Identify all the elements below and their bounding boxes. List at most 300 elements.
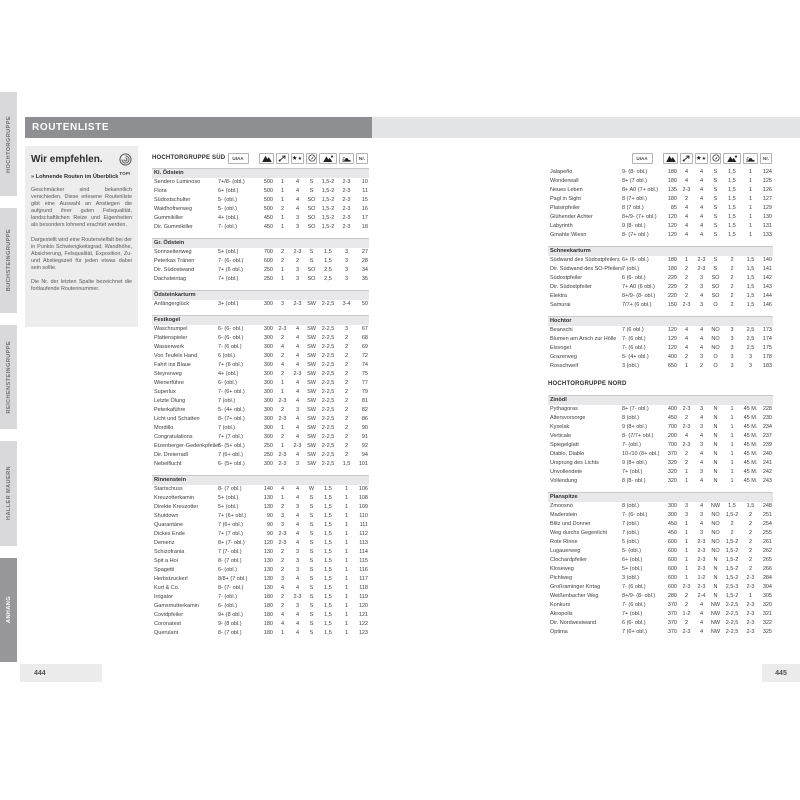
wall-height-cell: 300 — [263, 407, 273, 413]
route-row — [152, 361, 369, 370]
quality-cell: 4 — [295, 630, 300, 636]
route-row — [548, 468, 773, 477]
route-name-cell: Sonnseitenweg — [154, 249, 192, 255]
exposition-cell: S — [713, 187, 718, 193]
protection-cell: 2 — [280, 594, 285, 600]
quality-cell: 2-3 — [293, 249, 302, 255]
uiaa-grade-cell: 7 (6 obl.) — [622, 327, 644, 333]
quality-cell: 4 — [295, 495, 300, 501]
uiaa-grade-cell: 9 (8+ obl.) — [622, 424, 647, 430]
route-row — [548, 628, 773, 637]
exposition-cell: N — [713, 415, 718, 421]
route-row — [152, 370, 369, 379]
descent-time-cell: 45 M. — [743, 460, 758, 466]
approach-time-cell: 1,5 — [324, 486, 332, 492]
route-name-cell: Quarantäne — [154, 522, 184, 528]
exposition-cell: SO — [307, 215, 316, 221]
wall-height-cell: 300 — [263, 335, 273, 341]
exposition-cell: SW — [307, 326, 316, 332]
wall-height-cell: 90 — [266, 522, 273, 528]
wall-height-cell: 600 — [667, 539, 677, 545]
route-row — [152, 257, 369, 266]
route-row — [152, 611, 369, 620]
approach-time-cell: 2-2,5 — [321, 380, 335, 386]
uiaa-grade-cell: 7- (6 obl.) — [622, 345, 646, 351]
exposition-cell: S — [309, 576, 314, 582]
protection-cell: 2 — [280, 249, 285, 255]
route-number-cell: 266 — [762, 566, 772, 572]
approach-time-cell: 2-2,5 — [321, 461, 335, 467]
uiaa-grade-cell: 9 (8+ obl.) — [622, 460, 647, 466]
section-header-bar: Hochtor — [548, 316, 773, 326]
protection-cell: 2-3 — [278, 461, 287, 467]
descent-time-cell: 1 — [344, 585, 349, 591]
wall-height-cell: 180 — [263, 594, 273, 600]
route-number-cell: 183 — [762, 363, 772, 369]
route-name-cell: Nebelflucht — [154, 461, 182, 467]
wall-height-cell: 370 — [667, 620, 677, 626]
uiaa-grade-cell: 8+/9- (8- obl.) — [622, 293, 656, 299]
route-row — [152, 397, 369, 406]
approach-time-cell: 1,5-2 — [321, 197, 335, 203]
protection-cell: 2-3 — [278, 326, 287, 332]
route-row — [152, 379, 369, 388]
route-number-cell: 129 — [762, 205, 772, 211]
approach-time-cell: 1,5-2 — [725, 575, 739, 581]
route-number-cell: 239 — [762, 442, 772, 448]
route-name-cell: Kloseweg — [550, 566, 574, 572]
route-row — [548, 353, 773, 362]
section-header-bar: Ödsteinkarturm — [152, 290, 369, 300]
protection-cell: 2 — [684, 460, 689, 466]
route-number-cell: 240 — [762, 451, 772, 457]
protection-cell: 2 — [684, 593, 689, 599]
section-header-bar: Planspitze — [548, 492, 773, 502]
exposition-cell: NO — [711, 539, 720, 545]
route-number-cell: 119 — [359, 594, 368, 600]
route-row — [548, 547, 773, 556]
uiaa-grade-cell: 8- (7/7+ obl.) — [622, 433, 654, 439]
wall-height-cell: 130 — [263, 558, 273, 564]
descent-time-cell: 2,5 — [746, 345, 755, 351]
protection-cell: 4 — [684, 205, 689, 211]
legend-label-nr.: Nr. — [760, 153, 772, 164]
approach-time-cell: 1,5-2 — [725, 512, 739, 518]
wall-height-cell: 300 — [263, 461, 273, 467]
quality-cell: 4 — [295, 389, 300, 395]
wall-height-cell: 500 — [263, 179, 273, 185]
route-number-cell: 124 — [762, 169, 772, 175]
route-number-cell: 126 — [762, 187, 772, 193]
wall-height-cell: 370 — [667, 629, 677, 635]
uiaa-grade-cell: 5+ (obl.) — [218, 249, 239, 255]
quality-cell: 4 — [699, 223, 704, 229]
quality-cell: 2 — [295, 258, 300, 264]
section-header-bar: Gr. Ödstein — [152, 238, 369, 248]
approach-time-cell: 2-2,5 — [725, 620, 739, 626]
exposition-cell: SO — [307, 197, 316, 203]
approach-time-cell: 1,5 — [324, 594, 332, 600]
protection-cell: 2-3 — [278, 531, 287, 537]
uiaa-grade-cell: 7+ (6+ obl.) — [218, 513, 247, 519]
quality-cell: 1-2 — [697, 575, 706, 581]
route-number-cell: 108 — [358, 495, 368, 501]
approach-time-cell: 1,5 — [324, 621, 332, 627]
descent-time-cell: 45 M. — [743, 406, 758, 412]
route-name-cell: Eisvogel — [550, 345, 571, 351]
route-row — [152, 214, 369, 223]
descent-time-cell: 2 — [344, 434, 349, 440]
section-header-bar: Zinödl — [548, 395, 773, 405]
uiaa-grade-cell: 6- (obl.) — [218, 567, 237, 573]
routenliste-header-bar — [25, 117, 372, 138]
uiaa-grade-cell: 6- (obl.) — [218, 380, 237, 386]
protection-cell: 4 — [684, 345, 689, 351]
descent-time-cell: 45 M. — [743, 442, 758, 448]
protection-cell: 2 — [280, 407, 285, 413]
route-name-cell: Blumen am Arsch zur Hölle — [550, 336, 617, 342]
route-name-cell: Fahrt ins Blaue — [154, 362, 191, 368]
exposition-cell: S — [713, 169, 718, 175]
protection-cell: 1 — [280, 224, 285, 230]
uiaa-grade-cell: 7 (7- obl.) — [218, 549, 242, 555]
wall-height-cell: 600 — [667, 566, 677, 572]
descent-time-cell: 3 — [748, 354, 753, 360]
exposition-cell: S — [309, 188, 314, 194]
quality-cell: 2-3 — [293, 443, 302, 449]
uiaa-grade-cell: 5 (obl.) — [622, 539, 640, 545]
route-number-cell: 109 — [358, 504, 368, 510]
exposition-cell: NO — [711, 521, 720, 527]
quality-cell: 4 — [699, 178, 704, 184]
route-row — [152, 300, 369, 309]
route-name-cell: Flora — [154, 188, 167, 194]
wall-height-cell: 280 — [667, 593, 677, 599]
route-number-cell: 91 — [361, 434, 368, 440]
wall-height-cell: 120 — [667, 223, 677, 229]
protection-cell: 1 — [280, 179, 285, 185]
route-row — [152, 512, 369, 521]
route-name-cell: Gamsmutterkamin — [154, 603, 199, 609]
protection-cell: 1 — [280, 630, 285, 636]
wall-height-cell: 90 — [266, 531, 273, 537]
uiaa-grade-cell: 5+ (obl.) — [218, 504, 239, 510]
route-number-cell: 141 — [762, 266, 772, 272]
table-section — [152, 475, 369, 638]
wall-height-cell: 300 — [263, 380, 273, 386]
route-name-cell: Beanschi — [550, 327, 573, 333]
legend-cell — [622, 153, 662, 164]
protection-cell: 2 — [280, 434, 285, 440]
uiaa-grade-cell: 8 (obl.) — [622, 503, 640, 509]
uiaa-grade-cell: 3 (obl.) — [622, 363, 640, 369]
route-number-cell: 242 — [762, 469, 772, 475]
sidebar-tab-label: HALLER MAUERN — [5, 466, 12, 521]
route-row — [548, 274, 773, 283]
descent-time-cell: 3 — [344, 276, 349, 282]
wall-height-cell: 90 — [266, 513, 273, 519]
route-name-cell: Ursprung des Lichts — [550, 460, 599, 466]
uiaa-grade-cell: 5- (4+ obl.) — [218, 407, 245, 413]
panel-paragraph: Dargestellt wird eine Routenvielfalt bei der in Punkto Schwierigkeitsgrad, Wandhöhe, Absicherung, Felsqualität, Exposition, Zu- und Abstiegszeit für jeden etwas dabei sein sollte. — [31, 236, 132, 271]
uiaa-grade-cell: 6- (5+ obl.) — [218, 443, 245, 449]
approach-time-cell: 2 — [730, 284, 734, 290]
descent-time-cell: 2 — [748, 512, 753, 518]
approach-time-cell: 2-2,5 — [321, 371, 335, 377]
route-number-cell: 133 — [762, 232, 772, 238]
route-row — [548, 231, 773, 240]
route-number-cell: 68 — [361, 335, 368, 341]
approach-time-cell: 1,5 — [324, 522, 332, 528]
route-number-cell: 17 — [361, 215, 368, 221]
wall-height-cell: 500 — [263, 206, 273, 212]
descent-time-cell: 2 — [748, 548, 753, 554]
route-number-cell: 230 — [762, 415, 772, 421]
legend-cell — [338, 153, 355, 164]
exposition-cell: S — [309, 249, 314, 255]
route-row — [548, 538, 773, 547]
route-name-cell: Covidpfeiler — [154, 612, 184, 618]
quality-cell: 4 — [295, 353, 300, 359]
approach-time-cell: 1,5-2 — [725, 548, 739, 554]
route-row — [548, 610, 773, 619]
uiaa-grade-cell: 6- (6- obl.) — [218, 335, 244, 341]
route-name-cell: Herbstzuckerl — [154, 576, 188, 582]
panel-subtitle: » Lohnende Routen im Überblick — [31, 174, 119, 180]
protection-cell: 4 — [280, 621, 285, 627]
approach-time-cell: 1,5-2 — [321, 206, 335, 212]
wall-height-cell: 130 — [263, 549, 273, 555]
exposition-cell: S — [309, 531, 314, 537]
descent-time-cell: 2 — [344, 407, 349, 413]
route-number-cell: 123 — [358, 630, 368, 636]
quality-cell: 4 — [295, 576, 300, 582]
page-number-left — [20, 664, 102, 682]
wall-height-icon — [259, 153, 274, 164]
descent-time-cell: 1 — [748, 187, 753, 193]
route-row — [548, 432, 773, 441]
protection-cell: 2-3 — [682, 302, 691, 308]
approach-time-cell: 1,5-2 — [321, 224, 335, 230]
protection-cell: 1 — [684, 478, 689, 484]
quality-cell: 3 — [699, 284, 704, 290]
table-group-heading: HOCHTORGRUPPE NORD — [548, 381, 627, 387]
exposition-cell: O — [713, 302, 718, 308]
route-number-cell: 110 — [359, 513, 368, 519]
quality-cell: 4 — [699, 232, 704, 238]
uiaa-grade-cell: 8- (7+ obl.) — [622, 232, 649, 238]
approach-time-cell: 1,5 — [324, 540, 332, 546]
route-name-cell: Kreuzotterkamin — [154, 495, 195, 501]
protection-cell: 1 — [280, 197, 285, 203]
legend-cell — [722, 153, 742, 164]
route-row — [152, 521, 369, 530]
exposition-cell: SW — [307, 407, 316, 413]
wall-height-cell: 120 — [667, 232, 677, 238]
quality-cell: 4 — [699, 336, 704, 342]
route-row — [548, 583, 773, 592]
descent-time-cell: 1,5 — [746, 503, 755, 509]
wall-height-cell: 180 — [667, 178, 677, 184]
wall-height-cell: 370 — [667, 602, 677, 608]
route-number-cell: 248 — [762, 503, 772, 509]
exposition-cell: SO — [711, 293, 720, 299]
protection-cell: 2-3 — [682, 187, 691, 193]
quality-cell: 4 — [699, 602, 704, 608]
protection-cell: 3 — [280, 513, 285, 519]
uiaa-grade-cell: 5- (obl.) — [218, 197, 237, 203]
uiaa-grade-cell: 7 (obl.) — [622, 521, 640, 527]
protection-cell: 3 — [280, 522, 285, 528]
wall-height-cell: 150 — [667, 302, 677, 308]
protection-cell: 2 — [280, 603, 285, 609]
uiaa-grade-cell: 5- (obl.) — [622, 548, 641, 554]
route-number-cell: 11 — [362, 188, 368, 194]
quality-cell: 2 — [699, 363, 704, 369]
route-name-cell: Spagetti — [154, 567, 175, 573]
wall-height-cell: 130 — [263, 504, 273, 510]
wall-height-cell: 450 — [263, 224, 273, 230]
approach-time-cell: 2 — [730, 266, 734, 272]
route-number-cell: 111 — [359, 522, 368, 528]
uiaa-grade-cell: 7+ (7 obl.) — [218, 434, 243, 440]
uiaa-grade-cell: 8+/9- (7+ obl.) — [622, 214, 657, 220]
route-name-cell: Neues Leben — [550, 187, 583, 193]
approach-time-cell: 2-2,5 — [321, 353, 335, 359]
wall-height-cell: 300 — [667, 512, 677, 518]
quality-cell: 4 — [295, 206, 300, 212]
route-row — [548, 450, 773, 459]
quality-cell: 4 — [699, 433, 704, 439]
approach-time-cell: 1,5 — [324, 513, 332, 519]
protection-cell: 1 — [280, 215, 285, 221]
uiaa-grade-cell: 9 (8- obl.) — [622, 223, 646, 229]
uiaa-grade-cell: 7 (obl.) — [622, 266, 640, 272]
protection-cell: 1 — [684, 557, 689, 563]
table-section — [152, 238, 369, 284]
wall-height-cell: 300 — [263, 326, 273, 332]
exposition-cell: N — [713, 442, 718, 448]
descent-time-cell: 45 M. — [743, 451, 758, 457]
quality-cell: 4 — [295, 362, 300, 368]
wall-height-cell: 300 — [263, 416, 273, 422]
route-name-cell: Dir. Südwand des SO-Pfeilers — [550, 266, 623, 272]
protection-cell: 4 — [684, 327, 689, 333]
quality-cell: 2-3 — [697, 539, 706, 545]
quality-cell: 4 — [295, 179, 300, 185]
quality-stars-icon — [291, 153, 304, 164]
route-row — [548, 335, 773, 344]
route-name-cell: Spit a Hoi — [154, 558, 178, 564]
page-number-label: 445 — [775, 669, 787, 677]
route-row — [548, 177, 773, 186]
quality-cell: 4 — [295, 425, 300, 431]
panel-paragraph: Geschmäcker sind bekanntlich verschieden. Diese erlesene Routenliste gibt eine Auswahl an Anstiegen die aufgrund ihrer guten Felsqualität, landschaftlichen Reize und Eigenheiten als besonders lohnend erachtet werden. — [31, 187, 132, 229]
quality-cell: 4 — [295, 513, 300, 519]
protection-cell: 4 — [280, 585, 285, 591]
section-header-bar: Schneekarturm — [548, 246, 773, 256]
uiaa-grade-cell: 4+ (obl.) — [218, 215, 239, 221]
exposition-cell: S — [713, 205, 718, 211]
protection-cell: 2 — [684, 354, 689, 360]
quality-cell: 2-3 — [697, 257, 706, 263]
approach-time-cell: 2-2,5 — [321, 389, 335, 395]
route-name-cell: Kyselak — [550, 424, 570, 430]
uiaa-grade-cell: 9- (8 obl.) — [218, 621, 242, 627]
wall-height-cell: 200 — [667, 433, 677, 439]
protection-cell: 2-3 — [682, 424, 691, 430]
protection-cell: 4 — [684, 214, 689, 220]
approach-time-icon — [723, 153, 741, 164]
exposition-cell: NW — [710, 503, 721, 509]
quality-cell: 4 — [295, 188, 300, 194]
route-row — [152, 629, 369, 638]
wall-height-cell: 450 — [263, 215, 273, 221]
route-name-cell: Südwand des Südostpfeilers — [550, 257, 620, 263]
descent-time-cell: 2 — [748, 539, 753, 545]
descent-time-cell: 2 — [344, 443, 349, 449]
route-number-cell: 75 — [361, 371, 368, 377]
uiaa-grade-cell: 8 (7+ obl.) — [622, 196, 647, 202]
recommendation-panel — [25, 146, 138, 327]
route-name-cell: Pythagoras — [550, 406, 578, 412]
wall-height-cell: 130 — [263, 495, 273, 501]
protection-cell: 1 — [684, 257, 689, 263]
approach-time-cell: 1,5 — [324, 249, 332, 255]
quality-cell: 2-3 — [293, 371, 302, 377]
quality-cell: 3 — [295, 215, 300, 221]
protection-cell: 2 — [684, 266, 689, 272]
approach-time-cell: 1 — [730, 451, 734, 457]
exposition-cell: S — [713, 232, 718, 238]
approach-time-cell: 1,5 — [324, 549, 332, 555]
table-section — [548, 395, 773, 486]
route-number-cell: 90 — [361, 425, 368, 431]
route-name-cell: Congratulations — [154, 434, 193, 440]
legend-cell — [759, 153, 773, 164]
route-name-cell: Lugauerweg — [550, 548, 581, 554]
route-name-cell: Dickes Ende — [154, 531, 185, 537]
approach-time-cell: 1 — [730, 433, 734, 439]
route-name-cell: Rote Rinne — [550, 539, 578, 545]
descent-time-cell: 1 — [344, 504, 349, 510]
wall-height-cell: 300 — [263, 344, 273, 350]
descent-time-cell: 1 — [748, 232, 753, 238]
descent-time-cell: 2 — [748, 566, 753, 572]
exposition-cell: SW — [307, 301, 316, 307]
quality-cell: 4 — [699, 214, 704, 220]
approach-time-cell: 1,5 — [728, 214, 736, 220]
legend-cell — [305, 153, 318, 164]
uiaa-grade-cell: 8+ (7 obl.) — [622, 178, 647, 184]
quality-cell: 4 — [699, 451, 704, 457]
descent-time-cell: 1 — [344, 594, 349, 600]
route-number-cell: 261 — [762, 539, 772, 545]
exposition-cell: NO — [711, 548, 720, 554]
wall-height-cell: 220 — [667, 284, 677, 290]
protection-cell: 4 — [280, 612, 285, 618]
uiaa-grade-cell: 6 (6- obl.) — [622, 620, 646, 626]
route-row — [548, 213, 773, 222]
route-number-cell: 321 — [762, 611, 772, 617]
protection-cell: 4 — [280, 362, 285, 368]
uiaa-grade-cell: 8- (7 obl.) — [218, 486, 242, 492]
route-number-cell: 146 — [762, 302, 772, 308]
approach-time-cell: 1,5 — [324, 495, 332, 501]
wall-height-cell: 600 — [667, 548, 677, 554]
approach-time-cell: 1,5-2 — [321, 179, 335, 185]
wall-height-cell: 300 — [263, 301, 273, 307]
